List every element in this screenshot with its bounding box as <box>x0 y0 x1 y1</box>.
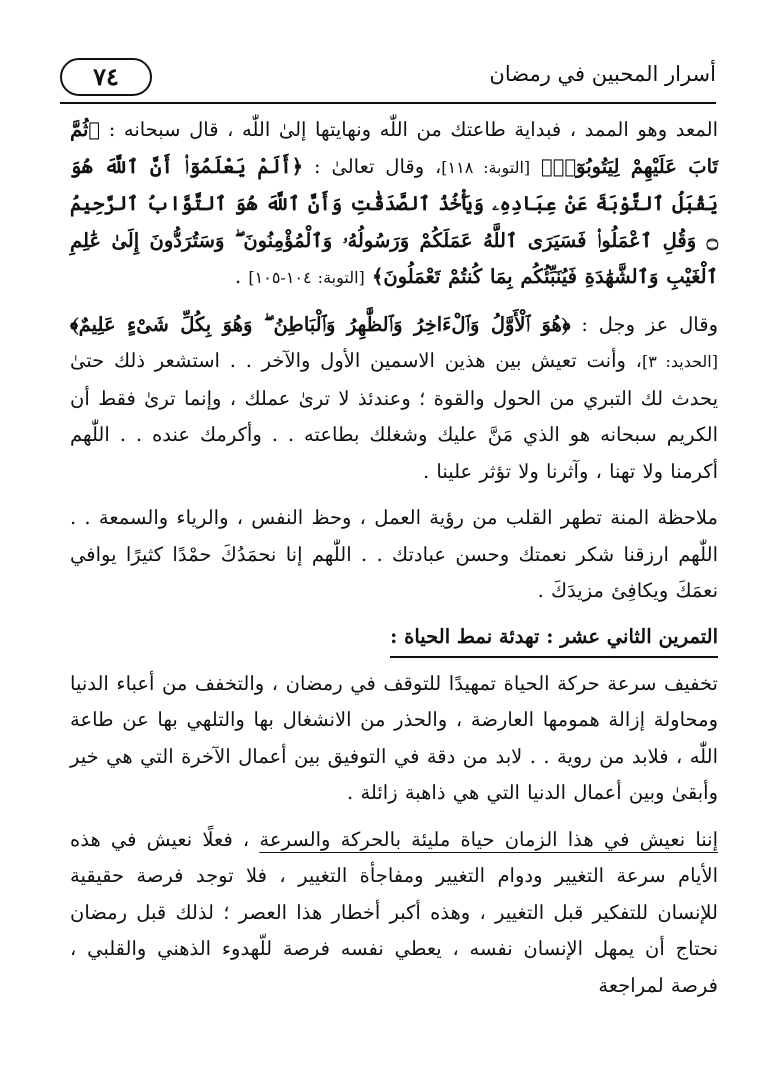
text: ، وأنت تعيش بين هذين الاسمين الأول والآخر . . استشعر ذلك حتىٰ يحدث لك التبري من الحول والقوة ؛ وعندئذ لا ترىٰ عملك ، وإنما ترىٰ فقط أن الكريم سبحانه هو الذي مَنَّ عليك وشغلك بطاعته . . وأكرمك عنده . . اللّٰهم أكرمنا ولا تهنا ، وآثرنا ولا تؤثر علينا . <box>70 349 718 483</box>
text: وقال عز وجل : <box>581 312 718 336</box>
paragraph-5 <box>70 822 718 1005</box>
section-heading-wrap <box>70 610 718 666</box>
paragraph-1 <box>70 112 718 297</box>
header-divider <box>60 102 716 104</box>
page-body <box>70 112 718 1004</box>
verse-reference: [التوبة: ١٠٤-١٠٥] <box>248 268 365 287</box>
quran-verse: ﴿ثُمَّ تَابَ عَلَيْهِمْ لِيَتُوبُوٓا۟﴾ <box>70 118 719 178</box>
text: ، وقال تعالىٰ : <box>314 154 442 178</box>
verse-reference: [الحديد: ٣] <box>641 352 718 371</box>
paragraph-4: تخفيف سرعة حركة الحياة تمهيدًا للتوقف في رمضان ، والتخفف من أعباء الدنيا ومحاولة إزالة همومها العارضة ، والحذر من الانشغال بها والتلهي بها عن طاعة اللّٰه ، فلابد من روية . . لابد من دقة في التوفيق بين أعمال الآخرة التي هي خير وأبقىٰ وبين أعمال الدنيا التي هي ذاهبة زائلة . <box>70 671 718 804</box>
verse-reference: [التوبة: ١١٨] <box>441 157 531 177</box>
page-header <box>60 54 716 100</box>
paragraph-3: ملاحظة المنة تطهر القلب من رؤية العمل ، وحظ النفس ، والرياء والسمعة . . اللّٰهم ارزقنا شكر نعمتك وحسن عبادتك . . اللّٰهم إنا نحمَدُكَ حمْدًا كثيرًا يوافي نعمَكَ ويكافِئ مزيدَكَ . <box>70 506 718 602</box>
running-title: أسرار المحبين في رمضان <box>489 62 716 86</box>
section-heading: التمرين الثاني عشر : تهدئة نمط الحياة : <box>390 620 718 658</box>
text: ، فعلًا نعيش في هذه الأيام سرعة التغيير ودوام التغيير ومفاجأة التغيير ، فلا توجد فرصة حقيقية للإنسان للتفكير قبل التغيير ، وهذه أكبر أخطار هذا العصر ؛ لذلك قبل رمضان نحتاج أن يمهل الإنسان نفسه ، يعطي نفسه فرصة للّهدوء الذهني والقلبي ، فرصة لمراجعة <box>70 827 718 997</box>
page-number: ٧٤ <box>60 58 152 96</box>
text: المعد وهو الممد ، فبداية طاعتك من اللّٰه ونهايتها إلىٰ اللّٰه ، قال سبحانه : <box>108 118 718 141</box>
paragraph-2 <box>70 307 718 491</box>
underlined-sentence: إننا نعيش في هذا الزمان حياة مليئة بالحركة والسرعة <box>259 827 718 851</box>
quran-verse: ﴿هُوَ ٱلْأَوَّلُ وَٱلْءَاخِرُ وَٱلظَّٰهِرُ وَٱلْبَاطِنُ ۖ وَهُوَ بِكُلِّ شَىْءٍ عَلِيمٌ﴾ <box>70 312 571 336</box>
quran-verse: ﴿أَلَمْ يَعْلَمُوٓا۟ أَنَّ ٱللَّهَ هُوَ يَقْبَلُ ٱلتَّوْبَةَ عَنْ عِبَادِهِۦ وَيَأْخُذُ ٱلصَّدَقَٰتِ وَأَنَّ ٱللَّهَ هُوَ ٱلتَّوَّابُ ٱلرَّحِيمُ ۝ وَقُلِ ٱعْمَلُوا۟ فَسَيَرَى ٱللَّهُ عَمَلَكُمْ وَرَسُولُهُۥ وَٱلْمُؤْمِنُونَ ۖ وَسَتُرَدُّونَ إِلَىٰ عَٰلِمِ ٱلْغَيْبِ وَٱلشَّهَٰدَةِ فَيُنَبِّئُكُم بِمَا كُنتُمْ تَعْمَلُونَ﴾ <box>70 154 718 288</box>
text: . <box>234 265 242 288</box>
